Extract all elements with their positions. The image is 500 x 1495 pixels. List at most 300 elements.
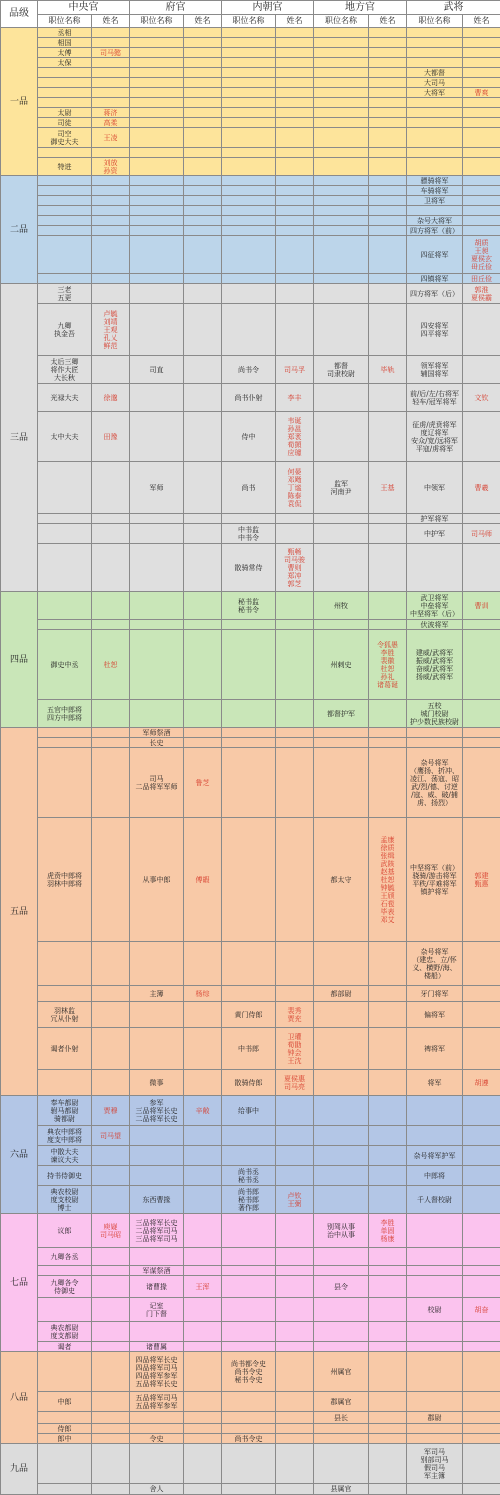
official-name-cell — [463, 28, 500, 38]
grade-label: 九品 — [1, 1444, 38, 1495]
official-name-cell: 司马师 — [463, 524, 500, 544]
official-name-cell — [276, 1298, 314, 1322]
position-title-cell — [407, 28, 463, 38]
position-title-cell: 伏波将军 — [407, 620, 463, 630]
official-name-cell — [184, 48, 222, 58]
official-name-cell — [276, 1484, 314, 1495]
table-row — [1, 1166, 500, 1186]
official-name-cell — [463, 1028, 500, 1070]
official-name-cell: 文钦 — [463, 384, 500, 412]
official-name-cell — [463, 1126, 500, 1146]
official-name-cell — [92, 98, 130, 108]
position-title-cell: 司空 御史大夫 — [38, 128, 92, 148]
position-title-cell — [314, 1126, 369, 1146]
position-title-cell: 虎贲中郎将 羽林中郎将 — [38, 818, 92, 942]
official-name-cell — [276, 78, 314, 88]
official-name-cell — [92, 1248, 130, 1266]
official-name-cell — [276, 700, 314, 728]
table-row — [1, 176, 500, 186]
official-name-cell — [369, 748, 407, 818]
position-title-cell: 尚书郎 秘书郎 著作郎 — [222, 1186, 276, 1214]
position-title-cell — [130, 48, 184, 58]
official-name-cell — [92, 186, 130, 196]
official-name-cell — [369, 58, 407, 68]
official-name-cell — [184, 88, 222, 98]
official-name-cell — [276, 186, 314, 196]
official-name-cell: 甄畅 司马骏 曹则 郑冲 郭芝 — [276, 544, 314, 592]
position-title-cell — [130, 88, 184, 98]
official-name-cell — [92, 58, 130, 68]
position-title-cell: 给事中 — [222, 1096, 276, 1126]
position-title-cell — [38, 986, 92, 1002]
position-title-cell — [130, 384, 184, 412]
official-name-cell — [369, 384, 407, 412]
official-name-cell — [369, 1096, 407, 1126]
table-row — [1, 514, 500, 524]
position-title-cell: 三老 五更 — [38, 284, 92, 304]
position-title-cell: 县长 — [314, 1412, 369, 1424]
position-title-cell — [314, 1322, 369, 1342]
official-name-cell — [276, 58, 314, 68]
official-name-cell — [92, 1434, 130, 1444]
position-title-cell — [314, 78, 369, 88]
position-title-cell — [222, 98, 276, 108]
official-name-cell — [184, 108, 222, 118]
table-row — [1, 1096, 500, 1126]
official-name-cell — [184, 620, 222, 630]
table-row — [1, 78, 500, 88]
table-row — [1, 1434, 500, 1444]
position-title-cell — [314, 58, 369, 68]
position-title-cell — [222, 1248, 276, 1266]
official-name-cell: 司马望 — [92, 1126, 130, 1146]
position-title-cell — [314, 284, 369, 304]
position-title-cell: 郡属官 — [314, 1392, 369, 1412]
official-name-cell — [184, 98, 222, 108]
official-name-cell — [369, 236, 407, 274]
position-title-cell — [38, 620, 92, 630]
official-name-cell — [276, 524, 314, 544]
position-title-cell — [222, 1276, 276, 1298]
position-title-cell — [38, 942, 92, 986]
official-name-cell — [184, 1126, 222, 1146]
position-title-cell — [222, 1484, 276, 1495]
position-title-cell — [314, 1266, 369, 1276]
official-name-cell — [92, 1166, 130, 1186]
position-title-cell — [314, 216, 369, 226]
official-name-cell — [369, 158, 407, 176]
official-name-cell — [369, 1070, 407, 1096]
official-name-cell — [276, 1276, 314, 1298]
official-name-cell — [184, 1166, 222, 1186]
table-row — [1, 1352, 500, 1392]
table-row — [1, 728, 500, 738]
position-title-cell — [314, 942, 369, 986]
official-name-cell — [92, 38, 130, 48]
official-name-cell — [369, 118, 407, 128]
official-name-cell — [463, 700, 500, 728]
official-name-cell — [369, 1434, 407, 1444]
position-title-cell: 羽林监 冗从仆射 — [38, 1002, 92, 1028]
official-name-cell — [369, 48, 407, 58]
official-name-cell — [463, 1434, 500, 1444]
official-name-cell — [463, 1146, 500, 1166]
position-title-cell: 中书监 中书令 — [222, 524, 276, 544]
position-title-cell: 州刺史 — [314, 630, 369, 700]
official-name-cell — [184, 176, 222, 186]
official-name-cell — [184, 236, 222, 274]
official-name-cell — [184, 1070, 222, 1096]
official-name-cell — [463, 620, 500, 630]
position-title-cell — [38, 226, 92, 236]
position-title-cell: 五校 城门校尉 护少数民族校尉 — [407, 700, 463, 728]
position-title-cell — [314, 1186, 369, 1214]
official-name-cell — [92, 1352, 130, 1392]
position-title-cell — [407, 1126, 463, 1146]
position-title-cell — [222, 748, 276, 818]
official-name-cell — [463, 1002, 500, 1028]
official-name-cell — [463, 176, 500, 186]
position-title-cell: 都督 司隶校尉 — [314, 356, 369, 384]
position-title-cell: 散骑常侍 — [222, 544, 276, 592]
position-title-cell — [130, 118, 184, 128]
position-title-cell — [314, 1146, 369, 1166]
position-title-cell — [314, 1096, 369, 1126]
table-row — [1, 412, 500, 462]
position-header: 职位名称 — [407, 15, 463, 28]
position-title-cell — [222, 206, 276, 216]
position-title-cell: 光禄大夫 — [38, 384, 92, 412]
official-name-cell — [184, 1434, 222, 1444]
position-title-cell: 九卿各丞 — [38, 1248, 92, 1266]
official-name-cell — [92, 1322, 130, 1342]
position-title-cell — [38, 206, 92, 216]
official-name-cell — [276, 1424, 314, 1434]
position-title-cell — [314, 1298, 369, 1322]
position-title-cell: 尚书丞 秘书丞 — [222, 1166, 276, 1186]
position-title-cell: 武卫将军 中垒将军 中坚将军（后） — [407, 592, 463, 620]
official-name-cell — [276, 592, 314, 620]
official-name-cell — [276, 28, 314, 38]
official-name-cell — [463, 728, 500, 738]
position-title-cell — [38, 68, 92, 78]
official-name-cell — [276, 176, 314, 186]
official-name-cell — [369, 544, 407, 592]
official-name-cell: 田丘俭 — [463, 274, 500, 284]
position-title-cell — [130, 1146, 184, 1166]
position-title-cell: 司直 — [130, 356, 184, 384]
table-row — [1, 206, 500, 216]
official-name-cell: 刘放 孙资 — [92, 158, 130, 176]
official-name-cell — [463, 748, 500, 818]
official-name-cell — [369, 28, 407, 38]
official-name-cell — [276, 1434, 314, 1444]
position-title-cell — [222, 186, 276, 196]
position-title-cell: 太尉 — [38, 108, 92, 118]
position-title-cell — [38, 148, 92, 158]
table-row — [1, 186, 500, 196]
position-title-cell — [314, 226, 369, 236]
official-name-cell — [463, 48, 500, 58]
section-header-military: 武将 — [407, 1, 500, 15]
official-name-cell: 杜恕 — [92, 630, 130, 700]
official-name-cell — [369, 186, 407, 196]
table-row — [1, 700, 500, 728]
official-name-cell: 胡奋 — [463, 1298, 500, 1322]
official-name-cell — [92, 514, 130, 524]
official-name-cell: 裴秀 贾充 — [276, 1002, 314, 1028]
official-name-cell — [463, 1266, 500, 1276]
official-name-cell — [369, 1424, 407, 1434]
position-title-cell — [222, 1266, 276, 1276]
official-name-cell — [92, 1392, 130, 1412]
official-name-cell — [369, 78, 407, 88]
position-title-cell — [314, 1434, 369, 1444]
position-title-cell — [407, 48, 463, 58]
official-name-cell — [463, 514, 500, 524]
position-title-cell — [222, 128, 276, 148]
official-name-cell — [184, 630, 222, 700]
official-name-cell — [463, 356, 500, 384]
position-title-cell — [314, 1424, 369, 1434]
official-name-cell — [276, 216, 314, 226]
position-title-cell — [38, 78, 92, 88]
position-title-cell — [130, 186, 184, 196]
position-title-cell — [222, 196, 276, 206]
position-title-cell: 征虏/虎贲将军 度辽将军 安众/宽/远将军 平寇/虏将军 — [407, 412, 463, 462]
position-title-cell: 郎中 — [38, 1434, 92, 1444]
table-row — [1, 1392, 500, 1412]
official-name-cell — [369, 128, 407, 148]
position-title-cell — [38, 196, 92, 206]
official-name-cell — [92, 88, 130, 98]
position-title-cell — [314, 1248, 369, 1266]
official-name-cell — [184, 128, 222, 148]
position-title-cell — [407, 544, 463, 592]
table-row — [1, 356, 500, 384]
table-row — [1, 1214, 500, 1248]
official-name-cell: 胡遵 — [463, 1070, 500, 1096]
position-title-cell — [314, 1342, 369, 1352]
official-name-cell: 胡质 王昶 夏侯玄 毌丘俭 — [463, 236, 500, 274]
table-row — [1, 158, 500, 176]
table-row — [1, 226, 500, 236]
position-title-cell: 诸曹属 — [130, 1342, 184, 1352]
position-title-cell: 典农中郎将 度支中郎将 — [38, 1126, 92, 1146]
position-title-cell: 太中大夫 — [38, 412, 92, 462]
position-title-cell: 典农校尉 度支校尉 博士 — [38, 1186, 92, 1214]
position-title-cell — [222, 38, 276, 48]
position-title-cell: 中领军 — [407, 462, 463, 514]
official-name-cell — [463, 1352, 500, 1392]
official-name-cell — [184, 1002, 222, 1028]
table-row — [1, 1028, 500, 1070]
position-title-cell — [38, 1484, 92, 1495]
official-name-cell — [92, 1028, 130, 1070]
table-row — [1, 304, 500, 356]
official-name-cell: 高柔 — [92, 118, 130, 128]
position-title-cell: 千人督校尉 — [407, 1186, 463, 1214]
official-name-cell — [276, 128, 314, 148]
official-name-cell — [463, 1392, 500, 1412]
position-title-cell — [222, 226, 276, 236]
official-name-cell — [369, 738, 407, 748]
position-title-cell — [222, 118, 276, 128]
position-title-cell: 东西曹掾 — [130, 1186, 184, 1214]
position-title-cell: 尚书都令史 尚书令史 秘书令史 — [222, 1352, 276, 1392]
official-name-cell — [276, 226, 314, 236]
position-title-cell: 谒者仆射 — [38, 1028, 92, 1070]
position-title-cell: 校尉 — [407, 1298, 463, 1322]
official-name-cell — [184, 1424, 222, 1434]
official-name-cell — [276, 148, 314, 158]
position-title-cell — [314, 384, 369, 412]
official-name-cell — [463, 304, 500, 356]
official-name-cell — [369, 1028, 407, 1070]
grade-column-header: 品级 — [1, 1, 38, 28]
position-title-cell — [407, 1424, 463, 1434]
official-name-cell — [369, 620, 407, 630]
official-name-cell: 司马懿 — [92, 48, 130, 58]
official-name-cell — [92, 1266, 130, 1276]
position-title-cell — [130, 630, 184, 700]
official-name-cell — [92, 28, 130, 38]
position-title-cell: 军师 — [130, 462, 184, 514]
official-name-cell — [276, 1322, 314, 1342]
position-title-cell: 中护军 — [407, 524, 463, 544]
official-name-cell — [276, 48, 314, 58]
position-title-cell: 司徒 — [38, 118, 92, 128]
position-title-cell: 军师祭酒 — [130, 728, 184, 738]
position-title-cell — [222, 1424, 276, 1434]
position-title-cell — [222, 1342, 276, 1352]
official-name-cell — [369, 226, 407, 236]
official-name-cell — [463, 108, 500, 118]
official-name-cell: 孟康 徐质 张缉 武陔 赵基 杜恕 钟毓 王颀 石苞 毕表 邓艾 — [369, 818, 407, 942]
official-name-cell — [184, 1342, 222, 1352]
official-name-cell — [184, 356, 222, 384]
official-name-cell — [369, 304, 407, 356]
position-title-cell — [314, 236, 369, 274]
official-name-cell — [276, 118, 314, 128]
position-title-cell — [38, 1266, 92, 1276]
official-name-cell: 田豫 — [92, 412, 130, 462]
position-title-cell: 县属官 — [314, 1484, 369, 1495]
position-title-cell — [314, 1028, 369, 1070]
position-title-cell: 中坚将军（前） 骁骑/游击将军 平秩/平难将军 镇护将军 — [407, 818, 463, 942]
official-name-cell — [276, 284, 314, 304]
position-title-cell — [407, 58, 463, 68]
table-row — [1, 748, 500, 818]
official-name-cell — [184, 1266, 222, 1276]
position-title-cell: 太傅 — [38, 48, 92, 58]
official-name-cell: 王基 — [369, 462, 407, 514]
position-title-cell — [314, 514, 369, 524]
position-title-cell — [314, 1166, 369, 1186]
official-name-cell — [369, 206, 407, 216]
official-name-cell — [276, 274, 314, 284]
official-name-cell — [369, 38, 407, 48]
position-title-cell: 侍中 — [222, 412, 276, 462]
official-name-cell — [463, 630, 500, 700]
official-name-cell — [184, 524, 222, 544]
position-title-cell — [407, 118, 463, 128]
name-header: 姓名 — [369, 15, 407, 28]
official-name-cell — [369, 1322, 407, 1342]
official-name-cell — [184, 196, 222, 206]
position-title-cell — [314, 118, 369, 128]
position-title-cell: 领军将军 辅国将军 — [407, 356, 463, 384]
position-title-cell — [222, 738, 276, 748]
position-title-cell — [222, 1322, 276, 1342]
position-title-cell: 议郎 — [38, 1214, 92, 1248]
table-row — [1, 1298, 500, 1322]
position-title-cell: 持书侍御史 — [38, 1166, 92, 1186]
position-title-cell — [407, 1392, 463, 1412]
position-title-cell — [130, 514, 184, 524]
official-name-cell — [92, 1298, 130, 1322]
official-name-cell — [369, 98, 407, 108]
position-title-cell — [314, 28, 369, 38]
section-header-fu: 府官 — [130, 1, 222, 15]
position-title-cell — [38, 274, 92, 284]
position-title-cell: 卫将军 — [407, 196, 463, 206]
position-title-cell — [222, 176, 276, 186]
position-title-cell: 前/后/左/右将军 轻车/冠军将军 — [407, 384, 463, 412]
official-name-cell — [92, 1002, 130, 1028]
official-name-cell — [463, 1322, 500, 1342]
position-title-cell: 护军将军 — [407, 514, 463, 524]
position-title-cell — [314, 544, 369, 592]
official-name-cell — [276, 1342, 314, 1352]
table-row — [1, 818, 500, 942]
official-name-cell — [276, 942, 314, 986]
official-name-cell — [184, 1186, 222, 1214]
position-title-cell — [222, 942, 276, 986]
position-title-cell — [407, 1276, 463, 1298]
official-name-cell — [369, 1276, 407, 1298]
position-title-cell: 相国 — [38, 38, 92, 48]
position-title-cell: 散骑侍郎 — [222, 1070, 276, 1096]
official-name-cell — [276, 1412, 314, 1424]
position-title-cell — [314, 38, 369, 48]
official-name-cell — [92, 148, 130, 158]
official-name-cell — [92, 818, 130, 942]
official-name-cell — [92, 68, 130, 78]
table-row — [1, 196, 500, 206]
official-name-cell: 杨综 — [184, 986, 222, 1002]
position-title-cell — [407, 206, 463, 216]
position-title-cell: 典农都尉 度支都尉 — [38, 1322, 92, 1342]
position-title-cell — [38, 1070, 92, 1096]
position-title-cell — [314, 88, 369, 98]
official-name-cell — [369, 284, 407, 304]
position-title-cell: 都督护军 — [314, 700, 369, 728]
position-title-cell: 九卿 执金吾 — [38, 304, 92, 356]
position-title-cell — [130, 1412, 184, 1424]
position-title-cell — [38, 592, 92, 620]
position-title-cell — [314, 206, 369, 216]
position-title-cell: 九卿各令 侍御史 — [38, 1276, 92, 1298]
official-name-cell — [184, 78, 222, 88]
position-title-cell — [222, 48, 276, 58]
official-name-cell — [276, 236, 314, 274]
position-title-cell: 五官中郎将 四方中郎将 — [38, 700, 92, 728]
official-name-cell — [276, 1266, 314, 1276]
official-name-cell — [184, 28, 222, 38]
official-name-cell: 曹训 — [463, 592, 500, 620]
official-name-cell — [184, 304, 222, 356]
